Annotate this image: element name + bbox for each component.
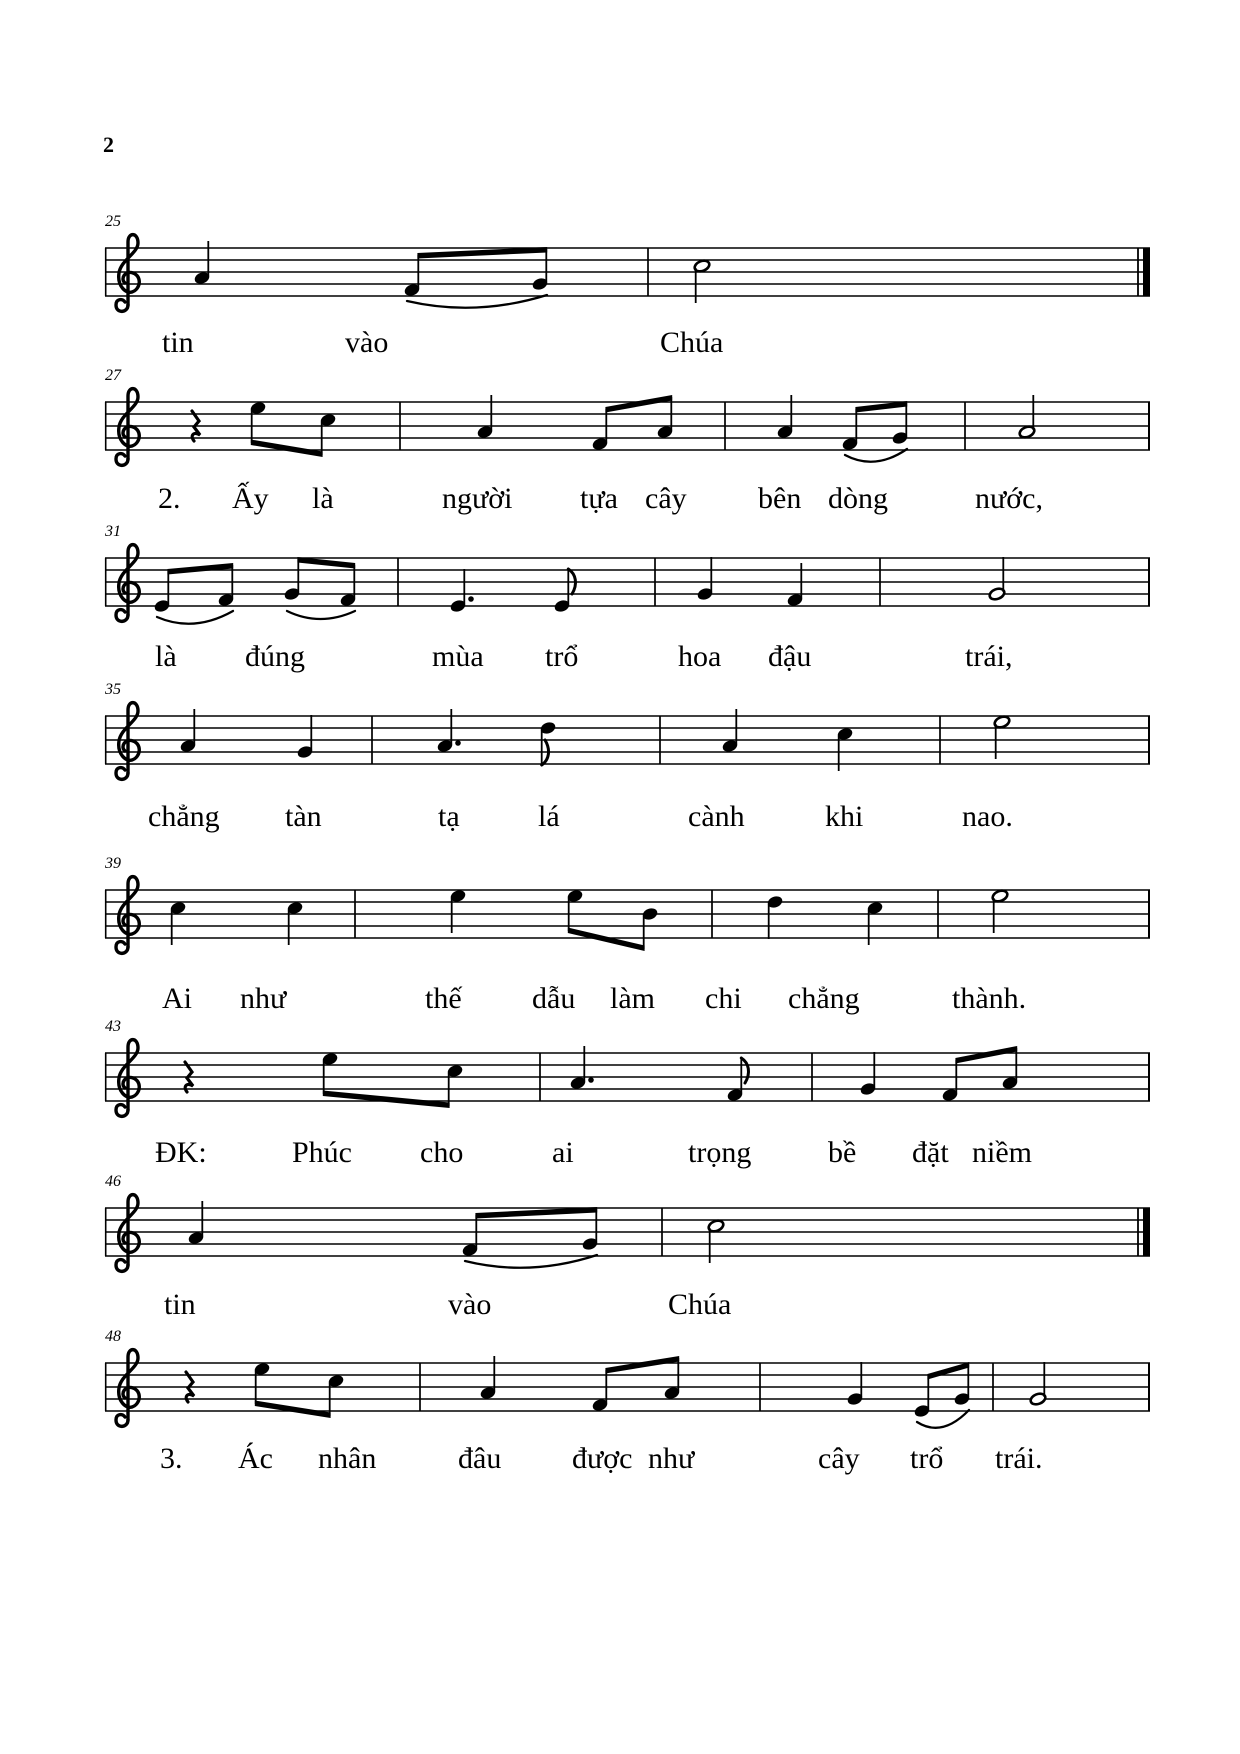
beam [568, 928, 645, 952]
lyric-word: đâu [458, 1442, 502, 1475]
lyric-word: dẫu [532, 982, 576, 1015]
lyric-word: cây [645, 482, 687, 515]
beam [255, 1401, 331, 1419]
beam [167, 563, 233, 575]
beam [605, 1356, 679, 1374]
lyric-word: cây [818, 1442, 860, 1475]
lyric-word: như [240, 982, 287, 1015]
lyric-word: nao. [962, 800, 1013, 833]
system-m25 [105, 213, 1150, 311]
lyric-word: mùa [432, 640, 484, 673]
treble-clef-tail [116, 300, 128, 312]
beam [927, 1362, 969, 1380]
note-e2 [461, 1207, 599, 1268]
eighth-flag [741, 1058, 748, 1083]
lyric-word: ĐK: [155, 1136, 207, 1169]
augmentation-dot [455, 740, 461, 746]
treble-clef-tail [116, 1260, 128, 1272]
beam [955, 1046, 1017, 1064]
note-e2 [913, 1362, 971, 1428]
lyric-word: tạ [438, 800, 460, 833]
measure-number: 46 [105, 1173, 121, 1190]
lyric-word: đặt [912, 1136, 949, 1169]
lyric-word: tựa [580, 482, 618, 515]
system-m27 [105, 367, 1150, 465]
note-e2 [253, 1361, 345, 1418]
note-e2 [941, 1046, 1019, 1103]
note-q [859, 1052, 877, 1097]
lyric-word: trái. [995, 1442, 1043, 1475]
treble-clef-icon [119, 389, 140, 459]
lyric-word: Ấy [232, 482, 269, 515]
note-e1 [553, 569, 575, 614]
measure-number: 31 [105, 523, 121, 540]
treble-clef-icon [119, 703, 140, 773]
note-e2 [591, 395, 674, 452]
lyric-word: là [312, 482, 334, 515]
lyric-word: Chúa [668, 1288, 732, 1321]
lyric-word: trổ [910, 1442, 944, 1475]
slur [845, 449, 907, 462]
lyric-word: nhân [318, 1442, 377, 1475]
lyric-word: tin [162, 326, 194, 359]
beam [297, 557, 355, 569]
lyric-word: niềm [972, 1136, 1032, 1169]
lyric-word: lá [538, 800, 560, 833]
treble-clef-tail [116, 610, 128, 622]
note-q [766, 894, 784, 939]
lyric-word: chi [705, 982, 742, 1015]
lyric-word: cho [420, 1136, 464, 1169]
final-barline-thick [1143, 248, 1150, 296]
system-m35 [104, 681, 1150, 779]
note-q [296, 715, 314, 760]
note-e2 [249, 400, 337, 457]
lyric-word: Ai [162, 982, 192, 1015]
lyric-word: trái, [965, 640, 1013, 673]
note-h [988, 557, 1006, 601]
lyric-word: 3. [160, 1442, 183, 1475]
measure-number: 48 [105, 1328, 121, 1345]
system-m48 [105, 1328, 1150, 1428]
lyric-word: chẳng [148, 800, 220, 833]
lyric-word: ai [552, 1136, 574, 1169]
treble-clef-icon [119, 235, 140, 305]
system-m46 [105, 1173, 1150, 1271]
slur [465, 1255, 597, 1268]
measure-number: 27 [105, 367, 121, 384]
slur [157, 611, 233, 624]
measure-number: 43 [105, 1018, 121, 1035]
treble-clef-tail [116, 1105, 128, 1117]
lyric-word: đậu [768, 640, 812, 673]
system-m39 [104, 855, 1150, 953]
lyric-word: thành. [952, 982, 1027, 1015]
note-e2 [321, 1051, 464, 1108]
treble-clef-icon [119, 545, 140, 615]
lyric-word: thế [425, 982, 462, 1015]
lyric-word: vào [345, 326, 389, 359]
treble-clef-icon [119, 877, 140, 947]
lyric-word: Chúa [660, 326, 724, 359]
lyric-word: Phúc [292, 1136, 352, 1169]
augmentation-dot [468, 596, 474, 602]
note-q [696, 557, 714, 602]
beam [605, 395, 672, 413]
beam [855, 401, 907, 413]
page-number: 2 [103, 132, 114, 157]
note-e2 [566, 888, 659, 951]
treble-clef-tail [116, 454, 128, 466]
treble-clef-icon [119, 1350, 140, 1420]
lyric-word: được [572, 1442, 633, 1475]
lyric-word: trọng [688, 1136, 752, 1169]
final-barline-thick [1143, 1208, 1150, 1256]
measure-number: 39 [105, 855, 121, 872]
note-e2 [841, 401, 909, 462]
note-q [846, 1362, 864, 1407]
slur [287, 611, 355, 619]
beam [323, 1091, 450, 1109]
lyric-word: chẳng [788, 982, 860, 1015]
lyric-word: đúng [245, 640, 305, 673]
beam [251, 440, 323, 458]
slur [407, 295, 547, 308]
lyric-word: làm [610, 982, 655, 1015]
lyric-word: nước, [975, 482, 1043, 515]
treble-clef-icon [119, 1195, 140, 1265]
note-e2 [283, 557, 357, 619]
beam [475, 1207, 597, 1219]
treble-clef-tail [116, 942, 128, 954]
lyric-word: cành [688, 800, 745, 833]
system-m43 [105, 1018, 1150, 1116]
lyric-word: trổ [545, 640, 579, 673]
treble-clef-tail [116, 768, 128, 780]
lyric-word: bên [758, 482, 802, 515]
lyric-word: Ác [238, 1442, 273, 1475]
note-e2 [591, 1356, 681, 1413]
note-h [1029, 1362, 1047, 1406]
lyric-word: tin [164, 1288, 196, 1321]
lyric-word: khi [825, 800, 864, 833]
lyric-word: tàn [285, 800, 322, 833]
lyric-word: 2. [158, 482, 181, 515]
measure-number: 35 [105, 681, 121, 698]
note-dq [449, 569, 474, 614]
treble-clef-tail [116, 1415, 128, 1427]
lyric-word: người [442, 482, 513, 515]
lyric-word: dòng [828, 482, 888, 515]
lyric-word: vào [448, 1288, 492, 1321]
measure-number: 25 [105, 213, 121, 230]
lyric-word: là [155, 640, 177, 673]
note-e2 [403, 247, 549, 308]
lyric-word: hoa [678, 640, 722, 673]
treble-clef-icon [119, 1040, 140, 1110]
beam [417, 247, 547, 259]
lyric-word: như [648, 1442, 695, 1475]
lyric-word: bề [828, 1136, 857, 1169]
note-e1 [539, 720, 557, 765]
system-m31 [104, 523, 1150, 624]
augmentation-dot [588, 1077, 594, 1083]
